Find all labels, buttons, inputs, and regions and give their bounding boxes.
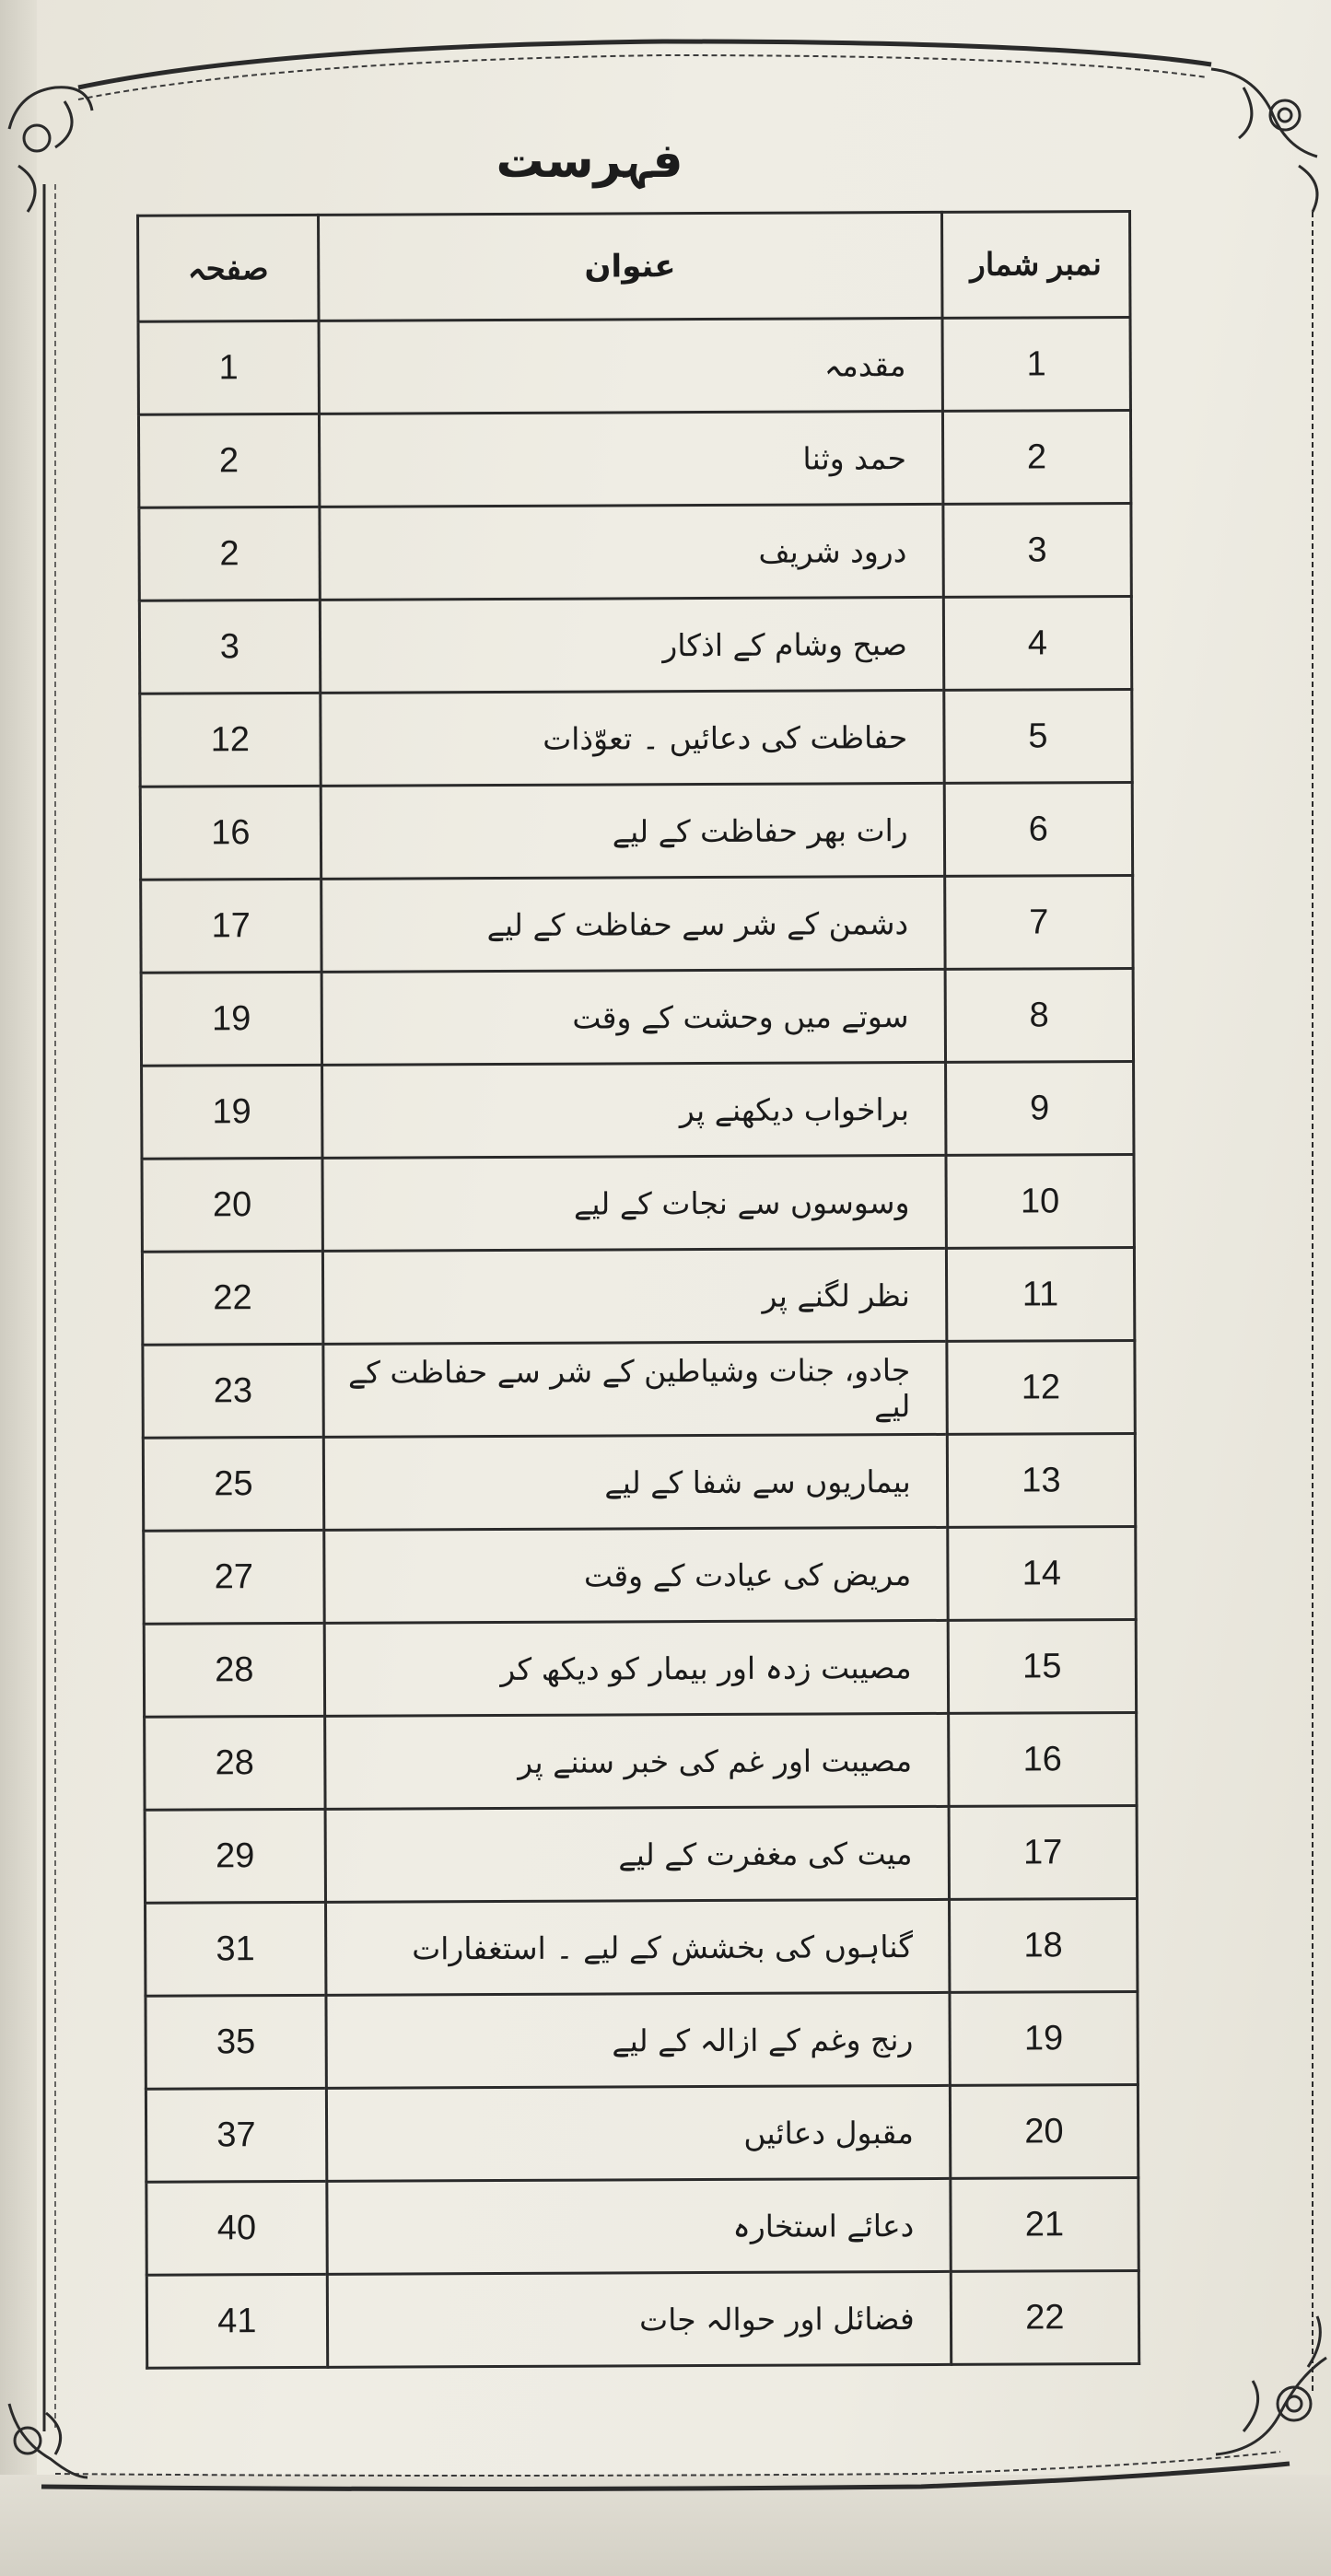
row-number: 13 — [947, 1433, 1136, 1527]
row-page: 20 — [142, 1158, 322, 1252]
row-title: دشمن کے شر سے حفاظت کے لیے — [321, 876, 944, 972]
table-row — [146, 1991, 1138, 2089]
row-page: 40 — [146, 2181, 327, 2275]
row-page: 3 — [139, 600, 320, 694]
row-number: 8 — [945, 968, 1134, 1062]
row-page: 37 — [146, 2088, 326, 2182]
row-title: حمد وثنا — [319, 411, 942, 507]
table-row — [146, 2270, 1138, 2368]
table-row — [144, 1526, 1136, 1624]
row-number: 12 — [947, 1340, 1136, 1434]
table-row — [142, 1154, 1134, 1252]
table-row — [146, 2084, 1138, 2182]
table-row — [138, 411, 1130, 508]
row-title: نظر لگنے پر — [322, 1248, 946, 1344]
row-title: براخواب دیکھنے پر — [321, 1062, 945, 1158]
row-page: 16 — [140, 786, 321, 880]
header-title: عنوان — [318, 212, 941, 321]
row-number: 20 — [950, 2084, 1138, 2178]
table-row — [146, 1898, 1138, 1996]
page-title: فہرست — [496, 134, 683, 189]
row-page: 17 — [141, 879, 321, 973]
row-title: صبح وشام کے اذکار — [320, 597, 943, 693]
row-number: 1 — [942, 318, 1131, 412]
table-row — [139, 504, 1131, 601]
table-row — [140, 690, 1132, 787]
row-page: 19 — [141, 972, 321, 1066]
row-page: 29 — [145, 1809, 325, 1903]
row-page: 25 — [143, 1437, 323, 1531]
row-title: گناہوں کی بخشش کے لیے ۔ استغفارات — [325, 1899, 949, 1995]
table-row — [146, 2177, 1138, 2275]
table-row — [145, 1712, 1137, 1810]
row-page: 28 — [145, 1716, 325, 1810]
row-title: میت کی مغفرت کے لیے — [325, 1806, 949, 1902]
contents-table — [136, 210, 1140, 2370]
row-title: مصیبت زدہ اور بیمار کو دیکھ کر — [324, 1620, 948, 1716]
table-row — [140, 783, 1132, 880]
row-title: فضائل اور حوالہ جات — [327, 2271, 951, 2367]
table-row — [145, 1805, 1137, 1903]
row-page: 41 — [146, 2274, 327, 2368]
row-title: مصیبت اور غم کی خبر سننے پر — [324, 1713, 948, 1809]
row-number: 5 — [944, 690, 1133, 784]
row-number: 11 — [946, 1247, 1135, 1341]
table-row — [142, 1061, 1134, 1159]
row-number: 6 — [944, 783, 1133, 877]
row-page: 2 — [139, 507, 320, 600]
row-page: 23 — [143, 1344, 323, 1438]
row-number: 18 — [949, 1898, 1138, 1992]
row-page: 2 — [138, 414, 319, 507]
row-title: جادو، جنات وشیاطین کے شر سے حفاظت کے لیے — [323, 1341, 947, 1437]
header-page: صفحہ — [138, 215, 319, 321]
row-number: 9 — [945, 1061, 1134, 1155]
row-page: 22 — [142, 1251, 322, 1345]
row-title: رنج وغم کے ازالہ کے لیے — [326, 1992, 950, 2088]
row-number: 2 — [942, 411, 1131, 505]
row-number: 7 — [944, 875, 1133, 969]
table-row — [142, 1247, 1134, 1345]
corner-ornament-bottom-left — [9, 2404, 88, 2477]
row-title: دعائے استخارہ — [327, 2178, 951, 2274]
table-row — [141, 968, 1133, 1066]
row-number: 21 — [951, 2177, 1139, 2271]
row-number: 3 — [943, 504, 1132, 598]
row-number: 4 — [943, 597, 1132, 691]
row-title: وسوسوں سے نجات کے لیے — [322, 1155, 946, 1251]
row-title: سوتے میں وحشت کے وقت — [321, 969, 945, 1065]
row-page: 31 — [146, 1902, 326, 1996]
row-title: درود شریف — [320, 504, 943, 600]
header-number: نمبر شمار — [941, 212, 1130, 319]
row-page: 19 — [142, 1065, 322, 1159]
row-page: 12 — [140, 693, 321, 787]
row-title: بیماریوں سے شفا کے لیے — [323, 1434, 947, 1530]
row-title: رات بھر حفاظت کے لیے — [321, 783, 944, 879]
table-row — [143, 1340, 1135, 1438]
table-row — [143, 1433, 1135, 1531]
row-title: مریض کی عیادت کے وقت — [324, 1527, 948, 1623]
row-number: 15 — [948, 1619, 1137, 1713]
table-row — [139, 597, 1131, 694]
row-number: 17 — [949, 1805, 1138, 1899]
row-number: 14 — [948, 1526, 1137, 1620]
row-number: 22 — [951, 2270, 1139, 2364]
table-row — [141, 875, 1133, 973]
table-header-row — [138, 212, 1130, 322]
row-page: 27 — [144, 1530, 324, 1624]
corner-ornament-top-left — [9, 87, 92, 212]
table-row — [144, 1619, 1136, 1717]
table-row — [138, 318, 1130, 415]
row-number: 19 — [950, 1991, 1138, 2085]
row-page: 1 — [138, 321, 319, 414]
row-number: 16 — [948, 1712, 1137, 1806]
corner-ornament-bottom-right — [1216, 2316, 1326, 2454]
row-page: 35 — [146, 1995, 326, 2089]
row-title: مقدمہ — [319, 318, 942, 414]
row-number: 10 — [946, 1154, 1135, 1248]
corner-ornament-top-right — [1211, 69, 1317, 212]
row-page: 28 — [144, 1623, 324, 1717]
row-title: حفاظت کی دعائیں ۔ تعوّذات — [321, 690, 944, 786]
row-title: مقبول دعائیں — [326, 2085, 950, 2181]
